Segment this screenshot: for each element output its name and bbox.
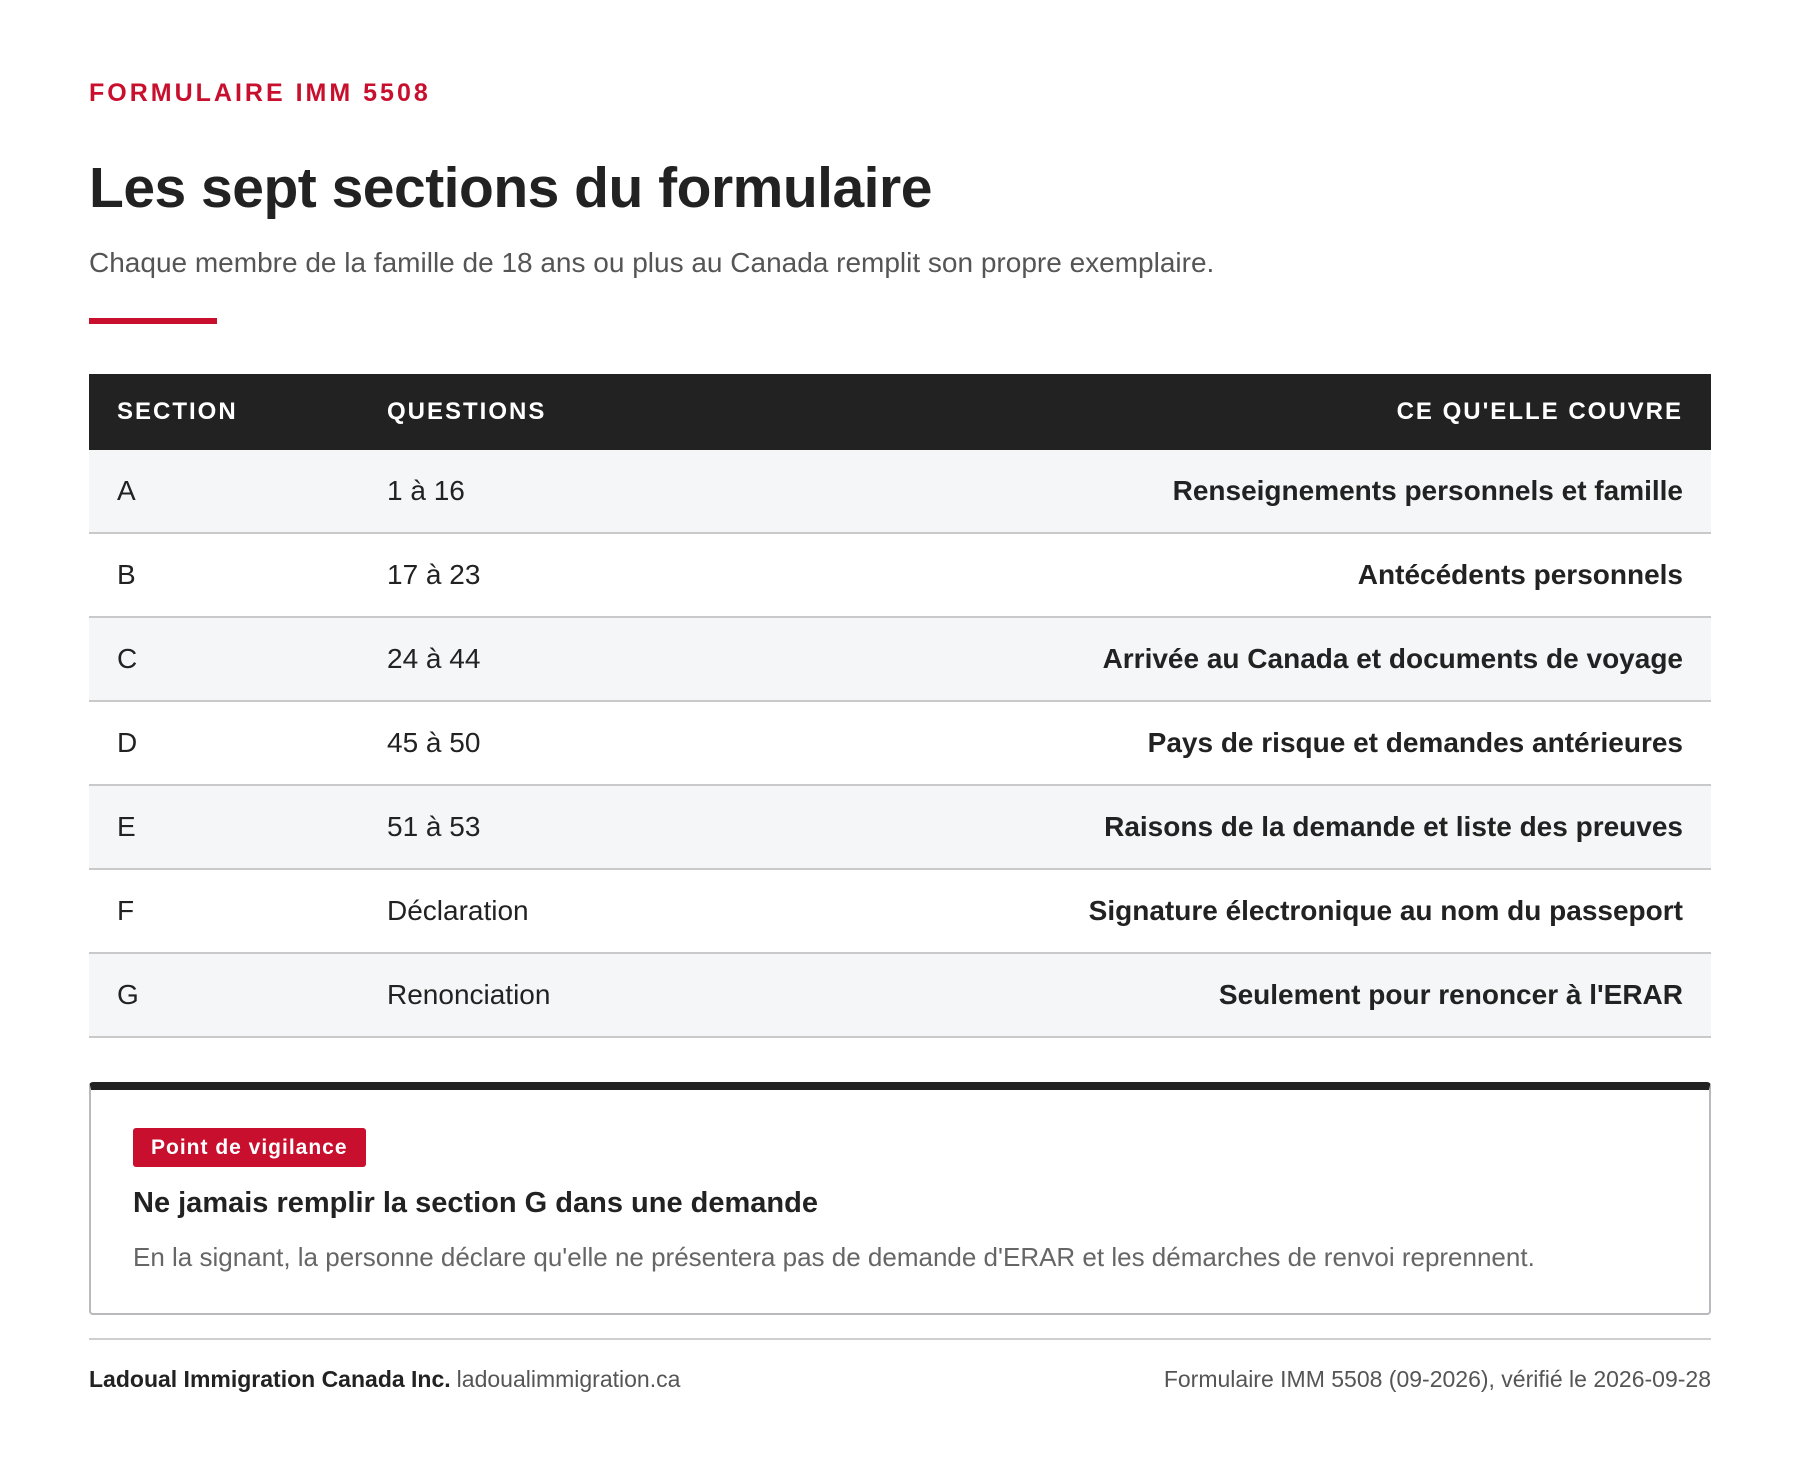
footer-left	[89, 1366, 680, 1393]
section-cell: B	[89, 533, 359, 617]
table-row	[89, 953, 1711, 1037]
table-header-row	[89, 374, 1711, 450]
covers-cell: Signature électronique au nom du passeport	[815, 869, 1711, 953]
questions-cell: Déclaration	[359, 869, 815, 953]
section-cell: C	[89, 617, 359, 701]
table-row	[89, 617, 1711, 701]
questions-cell: 45 à 50	[359, 701, 815, 785]
table-row	[89, 785, 1711, 869]
callout-body: En la signant, la personne déclare qu'elle ne présentera pas de demande d'ERAR et les démarches de renvoi reprennent.	[133, 1242, 1535, 1272]
column-header-section: SECTION	[117, 398, 238, 425]
questions-cell: 1 à 16	[359, 450, 815, 533]
form-eyebrow: FORMULAIRE IMM 5508	[89, 79, 431, 107]
page-subtitle: Chaque membre de la famille de 18 ans ou plus au Canada remplit son propre exemplaire.	[89, 247, 1215, 278]
covers-cell: Arrivée au Canada et documents de voyage	[815, 617, 1711, 701]
accent-divider	[89, 318, 217, 324]
section-cell: A	[89, 450, 359, 533]
section-cell: F	[89, 869, 359, 953]
table-row	[89, 869, 1711, 953]
covers-cell: Antécédents personnels	[815, 533, 1711, 617]
covers-cell: Renseignements personnels et famille	[815, 450, 1711, 533]
table-row	[89, 701, 1711, 785]
covers-cell: Pays de risque et demandes antérieures	[815, 701, 1711, 785]
questions-cell: 17 à 23	[359, 533, 815, 617]
company-url: ladoualimmigration.ca	[456, 1366, 681, 1392]
column-header-covers: CE QU'ELLE COUVRE	[1396, 398, 1683, 425]
covers-cell: Seulement pour renoncer à l'ERAR	[815, 953, 1711, 1037]
vigilance-badge: Point de vigilance	[133, 1128, 366, 1167]
page-footer	[89, 1338, 1711, 1393]
table-body	[89, 450, 1711, 1037]
form-version: Formulaire IMM 5508 (09-2026), vérifié le 2026-09-28	[1163, 1366, 1711, 1392]
table-row	[89, 450, 1711, 533]
table-header	[89, 374, 1711, 450]
column-header-questions: QUESTIONS	[387, 398, 547, 425]
questions-cell: Renonciation	[359, 953, 815, 1037]
covers-cell: Raisons de la demande et liste des preuves	[815, 785, 1711, 869]
section-cell: G	[89, 953, 359, 1037]
page-title: Les sept sections du formulaire	[89, 156, 932, 220]
questions-cell: 24 à 44	[359, 617, 815, 701]
callout-title: Ne jamais remplir la section G dans une demande	[133, 1187, 818, 1219]
sections-table	[89, 374, 1711, 1038]
section-cell: E	[89, 785, 359, 869]
vigilance-callout	[89, 1082, 1711, 1315]
questions-cell: 51 à 53	[359, 785, 815, 869]
table-row	[89, 533, 1711, 617]
section-cell: D	[89, 701, 359, 785]
company-name: Ladoual Immigration Canada Inc.	[89, 1366, 451, 1392]
